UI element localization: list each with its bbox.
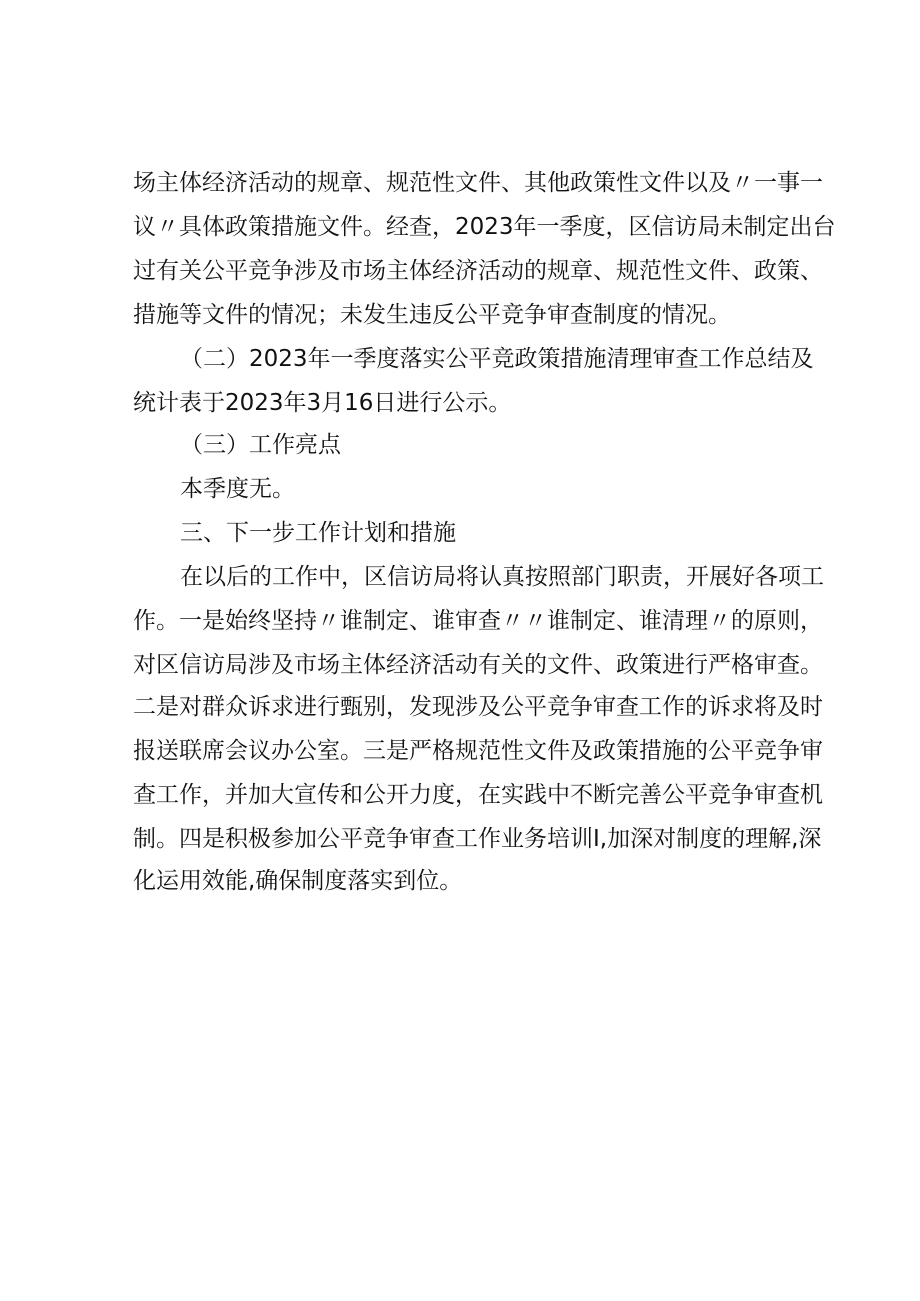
paragraph-line: 过有关公平竞争涉及市场主体经济活动的规章、规范性文件、政策、 <box>133 258 823 284</box>
paragraph-line: 作。一是始终坚持〃谁制定、谁审查〃〃谁制定、谁清理〃的原则， <box>133 608 823 634</box>
paragraph-line: 报送联席会议办公室。三是严格规范性文件及政策措施的公平竞争审 <box>133 738 823 764</box>
paragraph-line: 化运用效能,确保制度落实到位。 <box>133 868 463 894</box>
section-heading: 三、下一步工作计划和措施 <box>180 520 456 546</box>
section-heading: （二）2023年一季度落实公平竞政策措施清理审查工作总结及 <box>180 346 814 372</box>
paragraph-line: 在以后的工作中，区信访局将认真按照部门职责，开展好各项工 <box>180 564 824 590</box>
paragraph-line: 措施等文件的情况；未发生违反公平竞争审查制度的情况。 <box>133 302 731 328</box>
paragraph-line: 议〃具体政策措施文件。经查，2023年一季度，区信访局未制定出台 <box>133 214 836 240</box>
paragraph-line: 本季度无。 <box>180 476 295 502</box>
paragraph-line: 场主体经济活动的规章、规范性文件、其他政策性文件以及〃一事一 <box>133 170 823 196</box>
paragraph-line: 统计表于2023年3月16日进行公示。 <box>133 390 512 416</box>
paragraph-line: 查工作，并加大宣传和公开力度，在实践中不断完善公平竞争审查机 <box>133 782 823 808</box>
paragraph-line: 对区信访局涉及市场主体经济活动有关的文件、政策进行严格审查。 <box>133 652 823 678</box>
paragraph-line: 制。四是积极参加公平竞争审查工作业务培训I,加深对制度的理解,深 <box>133 826 822 852</box>
paragraph-line: 二是对群众诉求进行甄别，发现涉及公平竞争审查工作的诉求将及时 <box>133 694 823 720</box>
section-heading: （三）工作亮点 <box>180 432 341 458</box>
